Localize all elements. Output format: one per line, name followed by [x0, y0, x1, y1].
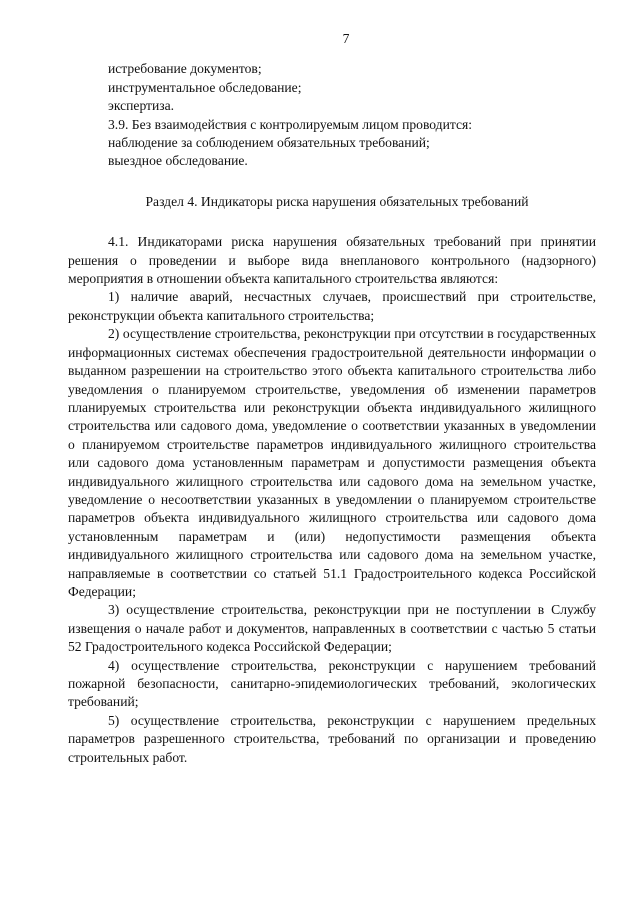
intro-line: экспертиза. — [108, 98, 175, 114]
paragraph-item-5: 5) осуществление строительства, реконструкции с нарушением предельных параметров разрешенного строительства, требований по организации и проведению строительных работ. — [68, 712, 596, 765]
intro-line: наблюдение за соблюдением обязательных требований; — [108, 135, 430, 151]
paragraph-item-1: 1) наличие аварий, несчастных случаев, происшествий при строительстве, реконструкции объекта капитального строительства; — [68, 289, 596, 323]
intro-line: истребование документов; — [108, 61, 262, 77]
intro-line: 3.9. Без взаимодействия с контролируемым лицом проводится: — [108, 116, 473, 132]
paragraph-item-4: 4) осуществление строительства, реконструкции с нарушением требований пожарной безопасности, санитарно-эпидемиологических требований, экологических требований; — [68, 657, 596, 710]
intro-line: выездное обследование. — [108, 153, 248, 169]
intro-list — [68, 60, 596, 170]
paragraph-4-1: 4.1. Индикаторами риска нарушения обязательных требований при принятии решения о проведении и выборе вида внепланового контрольного (надзорного) мероприятия в отношении объекта капитального строительства являются: — [68, 234, 596, 287]
section-body — [68, 233, 596, 767]
paragraph-item-3: 3) осуществление строительства, реконструкции при не поступлении в Службу извещения о начале работ и документов, направленных в соответствии с частью 5 статьи 52 Градостроительного кодекса Российской Федерации; — [68, 602, 596, 655]
section-heading: Раздел 4. Индикаторы риска нарушения обязательных требований — [145, 193, 529, 209]
paragraph-item-2: 2) осуществление строительства, реконструкции при отсутствии в государственных информационных системах обеспечения градостроительной деятельности информации о выданном разрешении на строительство этого объекта капитального строительства либо уведомления о планируемом строительстве, уведомления об изменении параметров планируемых строительства или реконструкции объекта индивидуального жилищного строительства или садового дома, уведомление о соответствии указанных в уведомлении о планируемом строительстве параметров индивидуального жилищного строительства или садового дома установленным параметрам и допустимости размещения объекта индивидуального жилищного строительства или садового дома на земельном участке, уведомление о несоответствии указанных в уведомлении о планируемом строительстве параметров объекта индивидуального жилищного строительства или садового дома установленным параметрам и (или) недопустимости размещения объекта индивидуального жилищного строительства или садового дома на земельном участке, направляемые в соответствии со статьей 51.1 Градостроительного кодекса Российской Федерации; — [68, 326, 596, 599]
page-number: 7 — [342, 31, 350, 46]
intro-line: инструментальное обследование; — [108, 79, 302, 95]
